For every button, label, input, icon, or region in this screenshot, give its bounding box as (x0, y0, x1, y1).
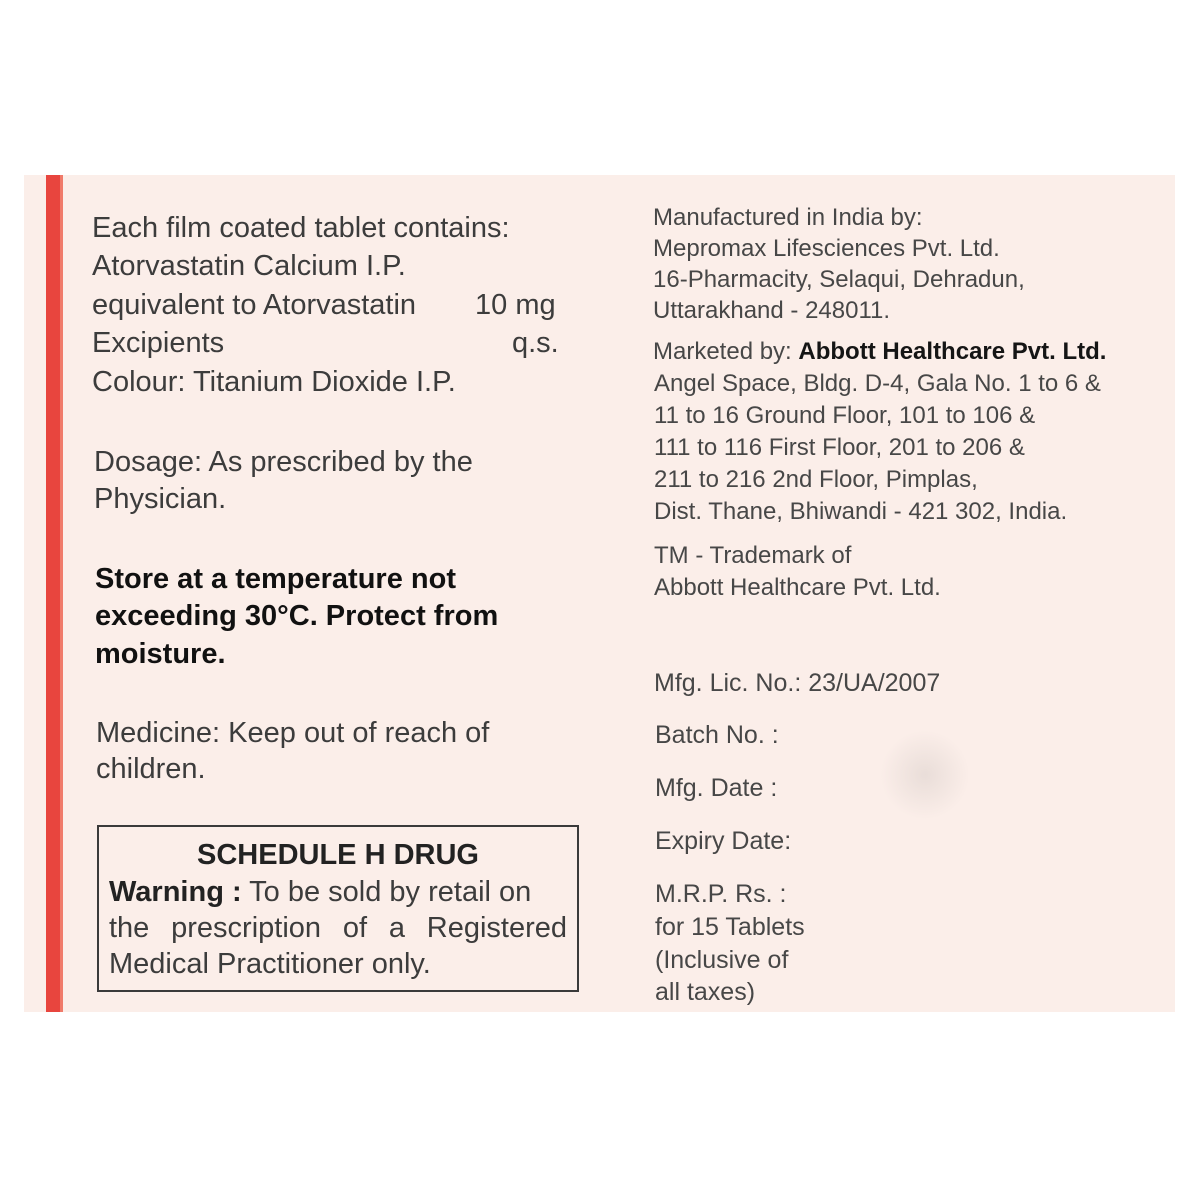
colour-line: Colour: Titanium Dioxide I.P. (92, 366, 456, 398)
dosage-line-2: Physician. (94, 483, 227, 515)
marketer-address-2: 11 to 16 Ground Floor, 101 to 106 & (654, 402, 1036, 429)
medicine-line-2: children. (96, 753, 206, 785)
marketer-address-4: 211 to 216 2nd Floor, Pimplas, (654, 466, 978, 493)
mfg-license: Mfg. Lic. No.: 23/UA/2007 (654, 669, 941, 697)
warning-label: Warning : (109, 876, 242, 908)
excipients-amount: q.s. (512, 327, 559, 359)
equivalent-amount: 10 mg (475, 289, 556, 321)
marketed-by-label: Marketed by: (653, 338, 799, 365)
warning-line-1 (109, 876, 567, 909)
trademark-line-1: TM - Trademark of (654, 542, 852, 569)
marketer-address-1: Angel Space, Bldg. D-4, Gala No. 1 to 6 & (654, 370, 1101, 397)
storage-line-2: exceeding 30°C. Protect from (95, 600, 499, 632)
storage-line-1: Store at a temperature not (95, 563, 456, 595)
schedule-title: SCHEDULE H DRUG (197, 839, 479, 871)
manufacturer-name: Mepromax Lifesciences Pvt. Ltd. (653, 235, 1000, 262)
batch-number: Batch No. : (655, 721, 779, 749)
marketer-address-5: Dist. Thane, Bhiwandi - 421 302, India. (654, 498, 1068, 525)
manufacturer-address-1: 16-Pharmacity, Selaqui, Dehradun, (653, 266, 1025, 293)
red-stripe (46, 175, 60, 1012)
schedule-h-box (97, 825, 579, 992)
warning-line-3: Medical Practitioner only. (109, 948, 431, 980)
manufactured-by-label: Manufactured in India by: (653, 204, 923, 231)
mrp-line-2: for 15 Tablets (655, 913, 805, 941)
manufacturer-address-2: Uttarakhand - 248011. (653, 297, 891, 324)
warning-text-1: To be sold by retail on (241, 876, 532, 908)
storage-line-3: moisture. (95, 638, 226, 670)
medicine-line-1: Medicine: Keep out of reach of (96, 717, 490, 749)
marketer-address-3: 111 to 116 First Floor, 201 to 206 & (654, 434, 1025, 461)
equivalent-text: equivalent to Atorvastatin (92, 289, 417, 321)
mrp-line-3: (Inclusive of (655, 946, 789, 974)
ingredient-name: Atorvastatin Calcium I.P. (92, 250, 406, 282)
mrp-line-1: M.R.P. Rs. : (655, 880, 787, 908)
marketed-by-line (653, 338, 1106, 366)
excipients-label: Excipients (92, 327, 225, 359)
marketer-name: Abbott Healthcare Pvt. Ltd. (798, 338, 1107, 365)
composition-heading: Each film coated tablet contains: (92, 212, 510, 244)
red-stripe-edge (60, 175, 63, 1012)
expiry-date: Expiry Date: (655, 827, 792, 855)
dosage-line-1: Dosage: As prescribed by the (94, 446, 473, 478)
print-smudge (880, 730, 970, 820)
mrp-line-4: all taxes) (655, 978, 756, 1006)
warning-line-2: the prescription of a Registered (109, 912, 567, 944)
trademark-line-2: Abbott Healthcare Pvt. Ltd. (654, 574, 941, 601)
mfg-date: Mfg. Date : (655, 774, 778, 802)
